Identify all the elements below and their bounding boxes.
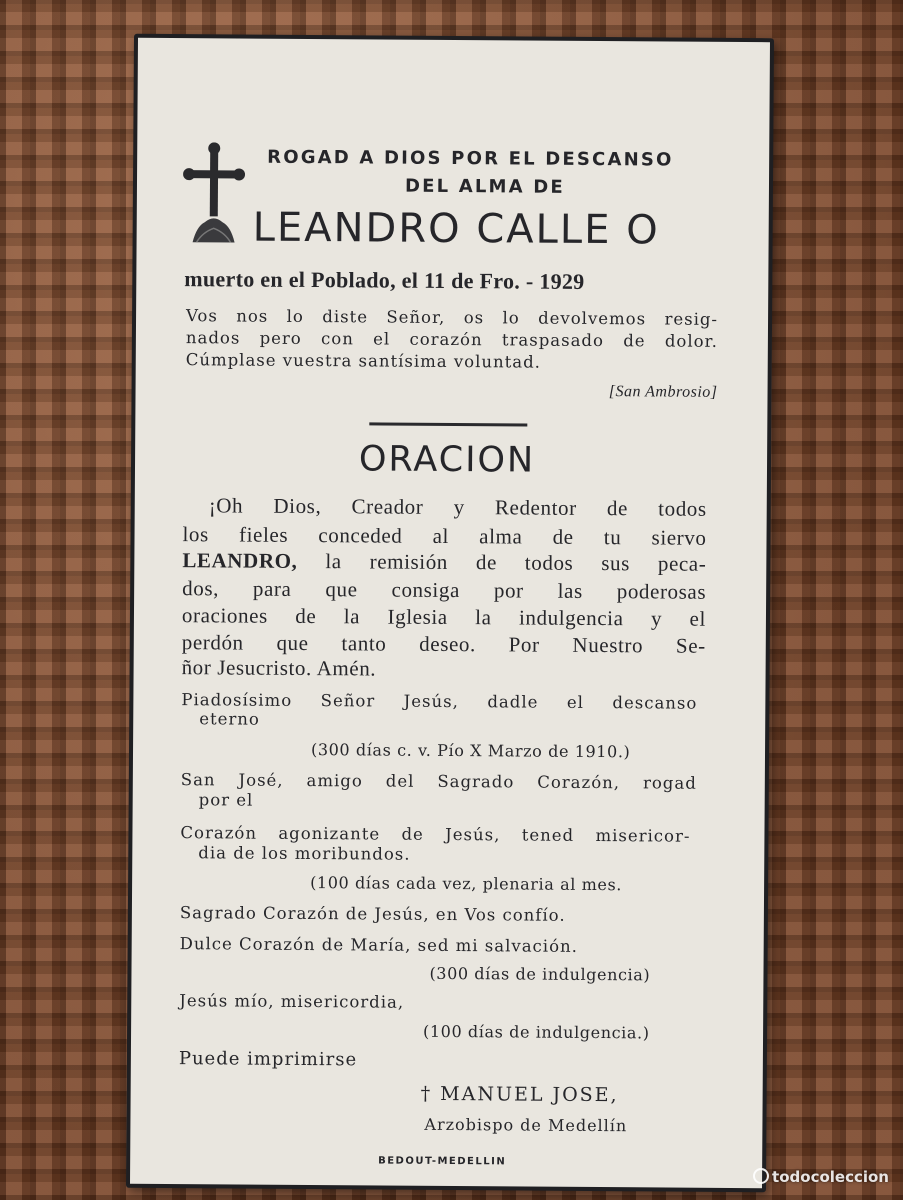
prayer-line: dos, para que consiga por las poderosas (182, 576, 707, 604)
indulgence-note: (100 días cada vez, plenaria al mes. (310, 873, 623, 895)
header-line-2: DEL ALMA DE (404, 175, 565, 198)
prayer-line: ¡Oh Dios, Creador y Redentor de todos (208, 493, 707, 521)
signature-title: Arzobispo de Medellín (424, 1114, 628, 1136)
signature-name: † MANUEL JOSE, (420, 1082, 619, 1107)
ejaculation-line: por el (198, 790, 254, 810)
watermark-text: todocoleccion (772, 1168, 889, 1186)
header-line-1: ROGAD A DIOS POR EL DESCANSO (267, 146, 674, 171)
ejaculation-line: Corazón agonizante de Jesús, tened misericor- (180, 823, 691, 846)
printer-mark: BEDOUT-MEDELLIN (378, 1155, 507, 1168)
latin-cross-icon (183, 142, 246, 246)
ejaculation-line: San José, amigo del Sagrado Corazón, rogad (180, 770, 697, 793)
indulgence-note: (300 días c. v. Pío X Marzo de 1910.) (310, 740, 631, 762)
divider-rule (369, 422, 527, 426)
prayer-line: oraciones de la Iglesia la indulgencia y el (181, 603, 707, 631)
ejaculation-line: Dulce Corazón de María, sed mi salvación. (179, 934, 578, 956)
indulgence-note: (300 días de indulgencia) (429, 963, 651, 985)
prayer-name-bold: LEANDRO, (182, 548, 298, 573)
prayer-line: ñor Jesucristo. Amén. (181, 655, 377, 681)
quote-line: Cúmplase vuestra santísima voluntad. (185, 350, 542, 372)
quote-line: Vos nos lo diste Señor, os lo devolvemos resig- (186, 306, 719, 329)
logo-icon (753, 1168, 769, 1184)
prayer-line (182, 548, 706, 577)
memorial-card (126, 34, 774, 1192)
site-watermark (753, 1168, 889, 1186)
prayer-line: los fieles conceded al alma de tu siervo (182, 522, 707, 550)
ejaculation-line: Piadosísimo Señor Jesús, dadle el descanso (181, 690, 698, 713)
indulgence-note: (100 días de indulgencia.) (423, 1021, 650, 1043)
imprimatur: Puede imprimirse (178, 1048, 358, 1071)
ejaculation-line: Jesús mío, misericordia, (179, 991, 405, 1012)
quote-line: nados pero con el corazón traspasado de dolor. (185, 328, 718, 351)
ejaculation-line: eterno (199, 709, 260, 729)
ejaculation-line: dia de los moribundos. (198, 843, 411, 864)
death-notice: muerto en el Poblado, el 11 de Fro. - 1929 (184, 266, 585, 294)
ejaculation-line: Sagrado Corazón de Jesús, en Vos confío. (179, 903, 566, 925)
prayer-line: perdón que tanto deseo. Por Nuestro Se- (181, 630, 706, 658)
quote-attribution: [San Ambrosio] (608, 383, 718, 401)
prayer-title: ORACION (358, 439, 536, 481)
deceased-name: LEANDRO CALLE O (252, 204, 660, 254)
prayer-line-text: la remisión de todos sus peca- (325, 549, 707, 576)
